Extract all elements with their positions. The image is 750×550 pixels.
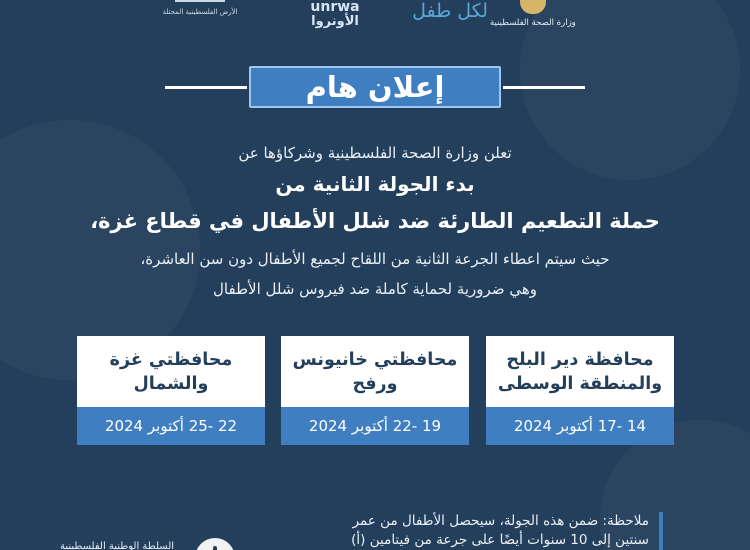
card-region-line2: ورفح xyxy=(352,374,398,394)
pal-territory-text: الأرض الفلسطينية المحتلة xyxy=(162,8,238,16)
detail-2: وهي ضرورية لحماية كاملة ضد فيروس شلل الأطفال xyxy=(213,280,537,298)
note-line1: ملاحظة: ضمن هذه الجولة، سيحصل الأطفال من عمر xyxy=(352,513,649,529)
card-region-line1: محافظتي غزة xyxy=(109,350,233,370)
unrwa-logo xyxy=(300,0,370,30)
card-date: 22 -25 أكتوبر 2024 xyxy=(77,407,265,445)
card-date: 19 -22 أكتوبر 2024 xyxy=(281,407,469,445)
unicef-logo xyxy=(390,0,510,22)
headline-2: حملة التطعيم الطارئة ضد شلل الأطفال في قطاع غزة، xyxy=(90,209,660,233)
pal-territory-logo xyxy=(145,0,255,16)
card-region xyxy=(77,336,265,407)
seal-mark xyxy=(213,546,217,550)
card-date: 14 -17 أكتوبر 2024 xyxy=(486,407,674,445)
schedule-card xyxy=(281,336,469,445)
logo-divider xyxy=(175,0,225,2)
ministry-emblem-icon xyxy=(520,0,546,14)
detail-1: حيث سيتم اعطاء الجرعة الثانية من اللقاح لجميع الأطفال دون سن العاشرة، xyxy=(140,250,610,268)
intro-text: تعلن وزارة الصحة الفلسطينية وشركاؤها عن xyxy=(238,144,512,162)
partner-logos xyxy=(0,0,750,40)
card-region xyxy=(486,336,674,407)
note-block xyxy=(248,512,663,550)
card-region-line1: محافظتي خانيونس xyxy=(292,350,458,370)
title-line-left xyxy=(165,86,247,89)
headline-1: بدء الجولة الثانية من xyxy=(275,172,475,196)
card-region xyxy=(281,336,469,407)
unrwa-en: unrwa xyxy=(310,0,360,15)
card-region-line2: والشمال xyxy=(133,374,209,394)
schedule-card xyxy=(486,336,674,445)
ministry-name: وزارة الصحة الفلسطينية xyxy=(490,18,576,28)
card-region-line1: محافظة دير البلح xyxy=(506,350,654,370)
title-banner xyxy=(165,66,585,108)
note-line2: سنتين إلى 10 سنوات أيضًا على جرعة من فيتامين (أ) xyxy=(351,532,649,548)
schedule-card xyxy=(77,336,265,445)
title-line-right xyxy=(503,86,585,89)
authority-name: السلطة الوطنية الفلسطينية xyxy=(60,541,175,550)
card-region-line2: والمنطقة الوسطى xyxy=(497,374,663,394)
unicef-tagline: لكل طفل xyxy=(412,0,488,22)
authority-seal-icon xyxy=(195,538,235,550)
title-box xyxy=(249,66,501,108)
page-title: إعلان هام xyxy=(305,70,445,104)
unrwa-ar: الأونروا xyxy=(311,14,359,29)
